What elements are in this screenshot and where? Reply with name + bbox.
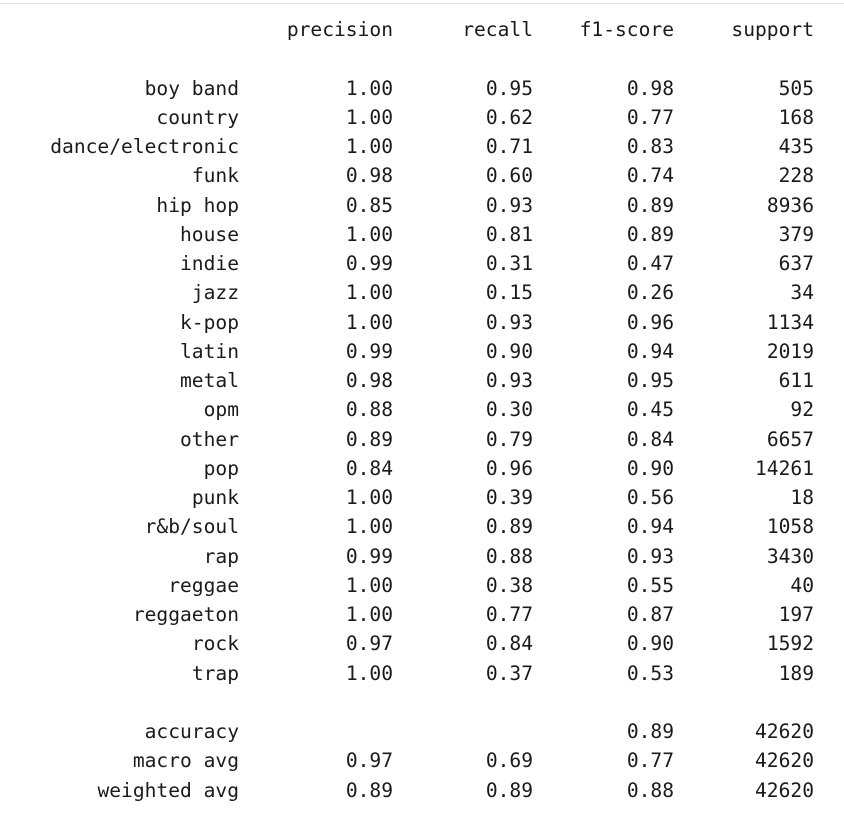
row-f1-score: 0.84: [626, 427, 674, 451]
row-recall: 0.71: [485, 135, 533, 158]
row-support: 228: [778, 164, 814, 188]
row-label: metal: [180, 369, 239, 392]
row-support: 1134: [766, 310, 814, 334]
row-label: punk: [191, 486, 239, 509]
row-recall: 0.30: [485, 398, 533, 422]
report-row: [0, 308, 844, 337]
row-recall: 0.93: [485, 193, 533, 217]
row-recall: 0.79: [485, 427, 533, 451]
summary-rows: [0, 717, 844, 805]
row-f1-score: 0.45: [626, 398, 674, 422]
row-precision: 0.97: [345, 749, 393, 773]
row-f1-score: 0.74: [626, 164, 674, 188]
report-row: [0, 571, 844, 600]
row-label: indie: [180, 252, 239, 275]
row-label: rap: [203, 544, 239, 568]
row-precision: 0.99: [345, 252, 393, 275]
row-recall: 0.31: [485, 252, 533, 275]
row-f1-score: 0.77: [626, 749, 674, 773]
row-precision: 1.00: [345, 310, 393, 334]
row-f1-score: 0.77: [626, 105, 674, 129]
row-support: 2019: [766, 339, 814, 363]
row-f1-score: 0.26: [626, 281, 674, 305]
row-recall: 0.84: [485, 632, 533, 656]
row-recall: 0.88: [485, 544, 533, 568]
report-row: [0, 249, 844, 278]
row-support: 18: [790, 486, 814, 509]
class-rows: [0, 74, 844, 688]
row-label: reggaeton: [132, 603, 239, 626]
row-label: trap: [191, 661, 239, 685]
row-support: 189: [778, 661, 814, 685]
row-f1-score: 0.96: [626, 310, 674, 334]
row-recall: 0.93: [485, 369, 533, 392]
report-row: [0, 512, 844, 541]
row-precision: 1.00: [345, 603, 393, 626]
row-support: 637: [778, 252, 814, 275]
row-label: boy band: [144, 76, 239, 100]
summary-row: [0, 717, 844, 746]
row-recall: 0.95: [485, 76, 533, 100]
row-f1-score: 0.98: [626, 76, 674, 100]
report-row: [0, 366, 844, 395]
report-row: [0, 220, 844, 249]
row-precision: 1.00: [345, 135, 393, 158]
row-f1-score: 0.90: [626, 456, 674, 480]
row-support: 435: [778, 135, 814, 158]
report-row: [0, 483, 844, 512]
row-f1-score: 0.93: [626, 544, 674, 568]
row-f1-score: 0.94: [626, 515, 674, 539]
row-label: opm: [203, 398, 239, 422]
row-support: 92: [790, 398, 814, 422]
row-precision: 0.99: [345, 339, 393, 363]
output-cell-top-border: [0, 0, 844, 4]
row-precision: 0.98: [345, 369, 393, 392]
row-support: 3430: [766, 544, 814, 568]
blank-line: [0, 44, 844, 73]
row-precision: 1.00: [345, 76, 393, 100]
report-row: [0, 454, 844, 483]
report-row: [0, 74, 844, 103]
row-precision: 1.00: [345, 661, 393, 685]
row-recall: 0.93: [485, 310, 533, 334]
row-recall: 0.96: [485, 456, 533, 480]
row-f1-score: 0.95: [626, 369, 674, 392]
row-precision: 0.89: [345, 778, 393, 802]
row-f1-score: 0.89: [626, 222, 674, 246]
row-precision: 0.84: [345, 456, 393, 480]
row-f1-score: 0.47: [626, 252, 674, 275]
row-support: 197: [778, 603, 814, 626]
row-support: 1592: [766, 632, 814, 656]
row-label: accuracy: [144, 720, 239, 743]
classification-report: [0, 15, 844, 805]
row-f1-score: 0.87: [626, 603, 674, 626]
report-row: [0, 191, 844, 220]
row-recall: 0.62: [485, 105, 533, 129]
row-precision: 1.00: [345, 573, 393, 597]
row-recall: 0.69: [485, 749, 533, 773]
row-recall: 0.37: [485, 661, 533, 685]
row-f1-score: 0.83: [626, 135, 674, 158]
row-support: 168: [778, 105, 814, 129]
header-support: support: [731, 18, 814, 41]
row-f1-score: 0.53: [626, 661, 674, 685]
report-row: [0, 600, 844, 629]
row-label: pop: [203, 456, 239, 480]
summary-row: [0, 776, 844, 805]
row-label: r&b/soul: [144, 515, 239, 539]
row-label: weighted avg: [97, 778, 239, 802]
report-header-row: [0, 15, 844, 44]
row-precision: 0.98: [345, 164, 393, 188]
row-f1-score: 0.88: [626, 778, 674, 802]
row-f1-score: 0.89: [626, 193, 674, 217]
row-label: jazz: [191, 281, 239, 305]
row-precision: 0.97: [345, 632, 393, 656]
row-support: 42620: [755, 749, 814, 773]
report-row: [0, 161, 844, 190]
row-recall: 0.77: [485, 603, 533, 626]
row-label: k-pop: [180, 310, 239, 334]
row-f1-score: 0.94: [626, 339, 674, 363]
row-label: latin: [180, 339, 239, 363]
report-row: [0, 425, 844, 454]
report-row: [0, 278, 844, 307]
row-precision: 0.88: [345, 398, 393, 422]
row-precision: 1.00: [345, 486, 393, 509]
report-row: [0, 659, 844, 688]
row-recall: 0.81: [485, 222, 533, 246]
header-f1-score: f1-score: [579, 18, 674, 41]
row-label: dance/electronic: [50, 135, 239, 158]
row-support: 42620: [755, 720, 814, 743]
row-label: house: [180, 222, 239, 246]
report-row: [0, 395, 844, 424]
row-support: 40: [790, 573, 814, 597]
row-label: macro avg: [132, 749, 239, 773]
row-precision: 0.89: [345, 427, 393, 451]
row-support: 8936: [766, 193, 814, 217]
blank-line: [0, 688, 844, 717]
row-support: 42620: [755, 778, 814, 802]
report-row: [0, 542, 844, 571]
row-recall: 0.39: [485, 486, 533, 509]
report-row: [0, 132, 844, 161]
row-label: reggae: [168, 573, 239, 597]
report-row: [0, 629, 844, 658]
row-support: 34: [790, 281, 814, 305]
row-label: other: [180, 427, 239, 451]
row-recall: 0.15: [485, 281, 533, 305]
report-row: [0, 103, 844, 132]
row-f1-score: 0.90: [626, 632, 674, 656]
row-precision: 0.85: [345, 193, 393, 217]
row-precision: 0.99: [345, 544, 393, 568]
row-support: 611: [778, 369, 814, 392]
row-label: hip hop: [156, 193, 239, 217]
row-label: country: [156, 105, 239, 129]
row-label: funk: [191, 164, 239, 188]
row-support: 1058: [766, 515, 814, 539]
row-support: 505: [778, 76, 814, 100]
row-support: 379: [778, 222, 814, 246]
row-recall: 0.90: [485, 339, 533, 363]
row-support: 14261: [755, 456, 814, 480]
header-precision: precision: [286, 18, 393, 41]
report-row: [0, 337, 844, 366]
row-f1-score: 0.55: [626, 573, 674, 597]
summary-row: [0, 746, 844, 775]
row-recall: 0.89: [485, 515, 533, 539]
row-f1-score: 0.56: [626, 486, 674, 509]
row-f1-score: 0.89: [626, 720, 674, 743]
row-recall: 0.38: [485, 573, 533, 597]
row-precision: 1.00: [345, 515, 393, 539]
row-recall: 0.89: [485, 778, 533, 802]
row-precision: 1.00: [345, 222, 393, 246]
row-recall: 0.60: [485, 164, 533, 188]
header-recall: recall: [462, 18, 533, 41]
row-precision: 1.00: [345, 281, 393, 305]
row-precision: 1.00: [345, 105, 393, 129]
row-support: 6657: [766, 427, 814, 451]
row-label: rock: [191, 632, 239, 656]
